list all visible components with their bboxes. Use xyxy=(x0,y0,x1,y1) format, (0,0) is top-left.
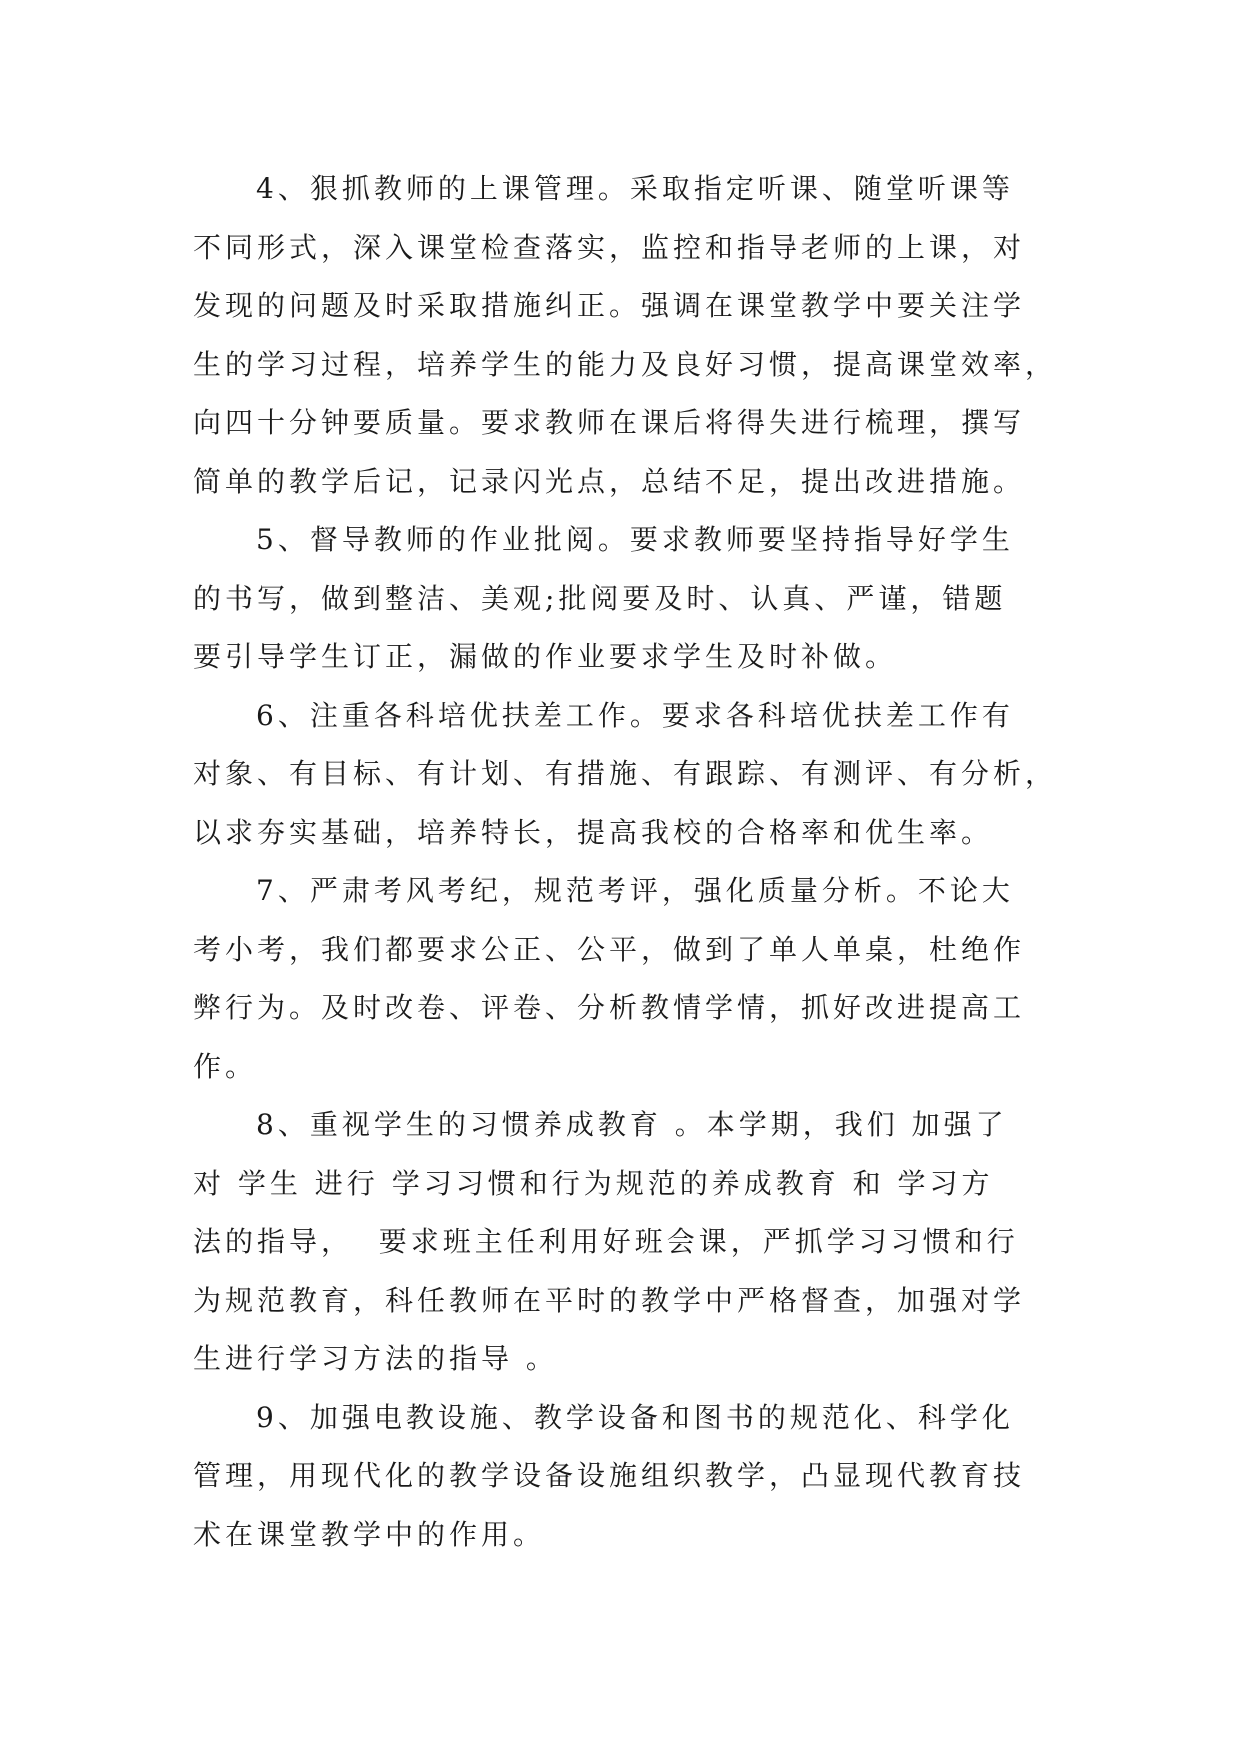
paragraph-4 xyxy=(193,160,1058,511)
paragraph-7 xyxy=(193,862,1053,1096)
paragraph-line: 的书写，做到整洁、美观;批阅要及时、认真、严谨，错题 xyxy=(193,581,1007,615)
paragraph-line: 生进行学习方法的指导 。 xyxy=(193,1342,558,1375)
paragraph-line: 9、加强电教设施、教学设备和图书的规范化、科学化 xyxy=(256,1400,1014,1434)
paragraph-line: 法的指导， 要求班主任利用好班会课，严抓学习习惯和行 xyxy=(193,1225,1019,1258)
paragraph-line: 简单的教学后记，记录闪光点，总结不足，提出改进措施。 xyxy=(193,464,1026,498)
paragraph-line: 为规范教育，科任教师在平时的教学中严格督查，加强对学 xyxy=(193,1283,1026,1317)
paragraph-line: 5、督导教师的作业批阅。要求教师要坚持指导好学生 xyxy=(256,523,1014,556)
paragraph-line: 术在课堂教学中的作用。 xyxy=(193,1517,546,1551)
document-body xyxy=(193,160,1058,1564)
paragraph-line: 考小考，我们都要求公正、公平，做到了单人单桌，杜绝作 xyxy=(193,932,1026,966)
paragraph-line: 发现的问题及时采取措施纠正。强调在课堂教学中要关注学 xyxy=(193,289,1026,322)
paragraph-5 xyxy=(193,511,1053,687)
paragraph-6 xyxy=(193,687,1058,863)
paragraph-line: 对象、有目标、有计划、有措施、有跟踪、有测评、有分析， xyxy=(193,757,1058,790)
paragraph-line: 对 学生 进行 学习习惯和行为规范的养成教育 和 学习方 xyxy=(193,1166,994,1200)
paragraph-line: 以求夯实基础，培养特长，提高我校的合格率和优生率。 xyxy=(193,815,994,849)
paragraph-8 xyxy=(193,1096,1053,1389)
paragraph-9 xyxy=(193,1389,1053,1565)
paragraph-line: 8、重视学生的习惯养成教育 。本学期，我们 加强了 xyxy=(256,1108,1008,1141)
paragraph-line: 7、严肃考风考纪，规范考评，强化质量分析。不论大 xyxy=(256,874,1014,907)
paragraph-line: 作。 xyxy=(193,1049,258,1083)
paragraph-line: 弊行为。及时改卷、评卷、分析教情学情，抓好改进提高工 xyxy=(193,991,1026,1024)
paragraph-line: 管理，用现代化的教学设备设施组织教学，凸显现代教育技 xyxy=(193,1459,1026,1492)
paragraph-line: 6、注重各科培优扶差工作。要求各科培优扶差工作有 xyxy=(256,698,1014,732)
paragraph-line: 要引导学生订正，漏做的作业要求学生及时补做。 xyxy=(193,640,898,673)
paragraph-line: 生的学习过程，培养学生的能力及良好习惯，提高课堂效率， xyxy=(193,347,1058,381)
paragraph-line: 4、狠抓教师的上课管理。采取指定听课、随堂听课等 xyxy=(256,172,1014,205)
paragraph-line: 向四十分钟要质量。要求教师在课后将得失进行梳理，撰写 xyxy=(193,406,1026,439)
paragraph-line: 不同形式，深入课堂检查落实，监控和指导老师的上课，对 xyxy=(193,230,1026,264)
